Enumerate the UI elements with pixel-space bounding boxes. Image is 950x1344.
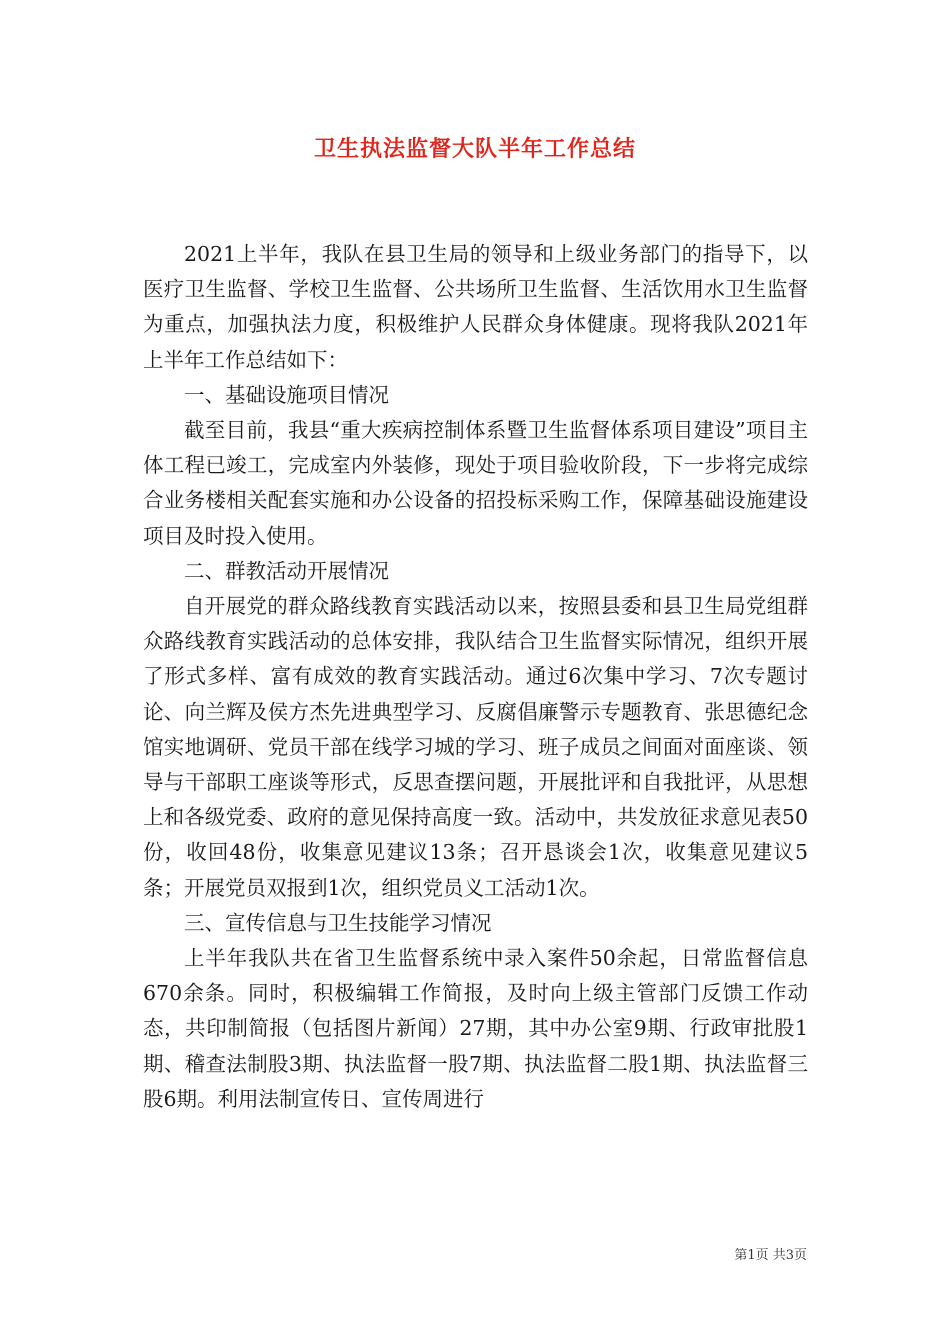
section-heading-infrastructure: 一、基础设施项目情况 <box>184 382 389 407</box>
document-title: 卫生执法监督大队半年工作总结 <box>313 136 636 162</box>
infrastructure-paragraph: 截至目前，我县“重大疾病控制体系暨卫生监督体系项目建设”项目主体工程已竣工，完成室内外装修，现处于项目验收阶段，下一步将完成综合业务楼相关配套实施和办公设备的招投标采购工作，保障基础设施建设项目及时投入使用。 <box>143 418 808 548</box>
page-number: 第1页 共3页 <box>734 1248 807 1263</box>
section-heading-publicity: 三、宣传信息与卫生技能学习情况 <box>184 910 492 935</box>
intro-paragraph: 2021上半年，我队在县卫生局的领导和上级业务部门的指导下，以医疗卫生监督、学校卫生监督、公共场所卫生监督、生活饮用水卫生监督为重点，加强执法力度，积极维护人民群众身体健康。现将我队2021年上半年工作总结如下： <box>143 242 808 372</box>
education-activity-paragraph: 自开展党的群众路线教育实践活动以来，按照县委和县卫生局党组群众路线教育实践活动的总体安排，我队结合卫生监督实际情况，组织开展了形式多样、富有成效的教育实践活动。通过6次集中学习、7次专题讨论、向兰辉及侯方杰先进典型学习、反腐倡廉警示专题教育、张思德纪念馆实地调研、党员干部在线学习城的学习、班子成员之间面对面座谈、领导与干部职工座谈等形式，反思查摆问题，开展批评和自我批评，从思想上和各级党委、政府的意见保持高度一致。活动中，共发放征求意见表50份，收回48份，收集意见建议13条；召开恳谈会1次，收集意见建议5条；开展党员双报到1次，组织党员义工活动1次。 <box>143 594 808 900</box>
section-heading-education-activity: 二、群教活动开展情况 <box>184 558 389 583</box>
publicity-paragraph: 上半年我队共在省卫生监督系统中录入案件50余起，日常监督信息670余条。同时，积极编辑工作简报，及时向上级主管部门反馈工作动态，共印制简报（包括图片新闻）27期，其中办公室9期、行政审批股1期、稽查法制股3期、执法监督一股7期、执法监督二股1期、执法监督三股6期。利用法制宣传日、宣传周进行 <box>143 946 808 1111</box>
document-body <box>143 237 808 1117</box>
